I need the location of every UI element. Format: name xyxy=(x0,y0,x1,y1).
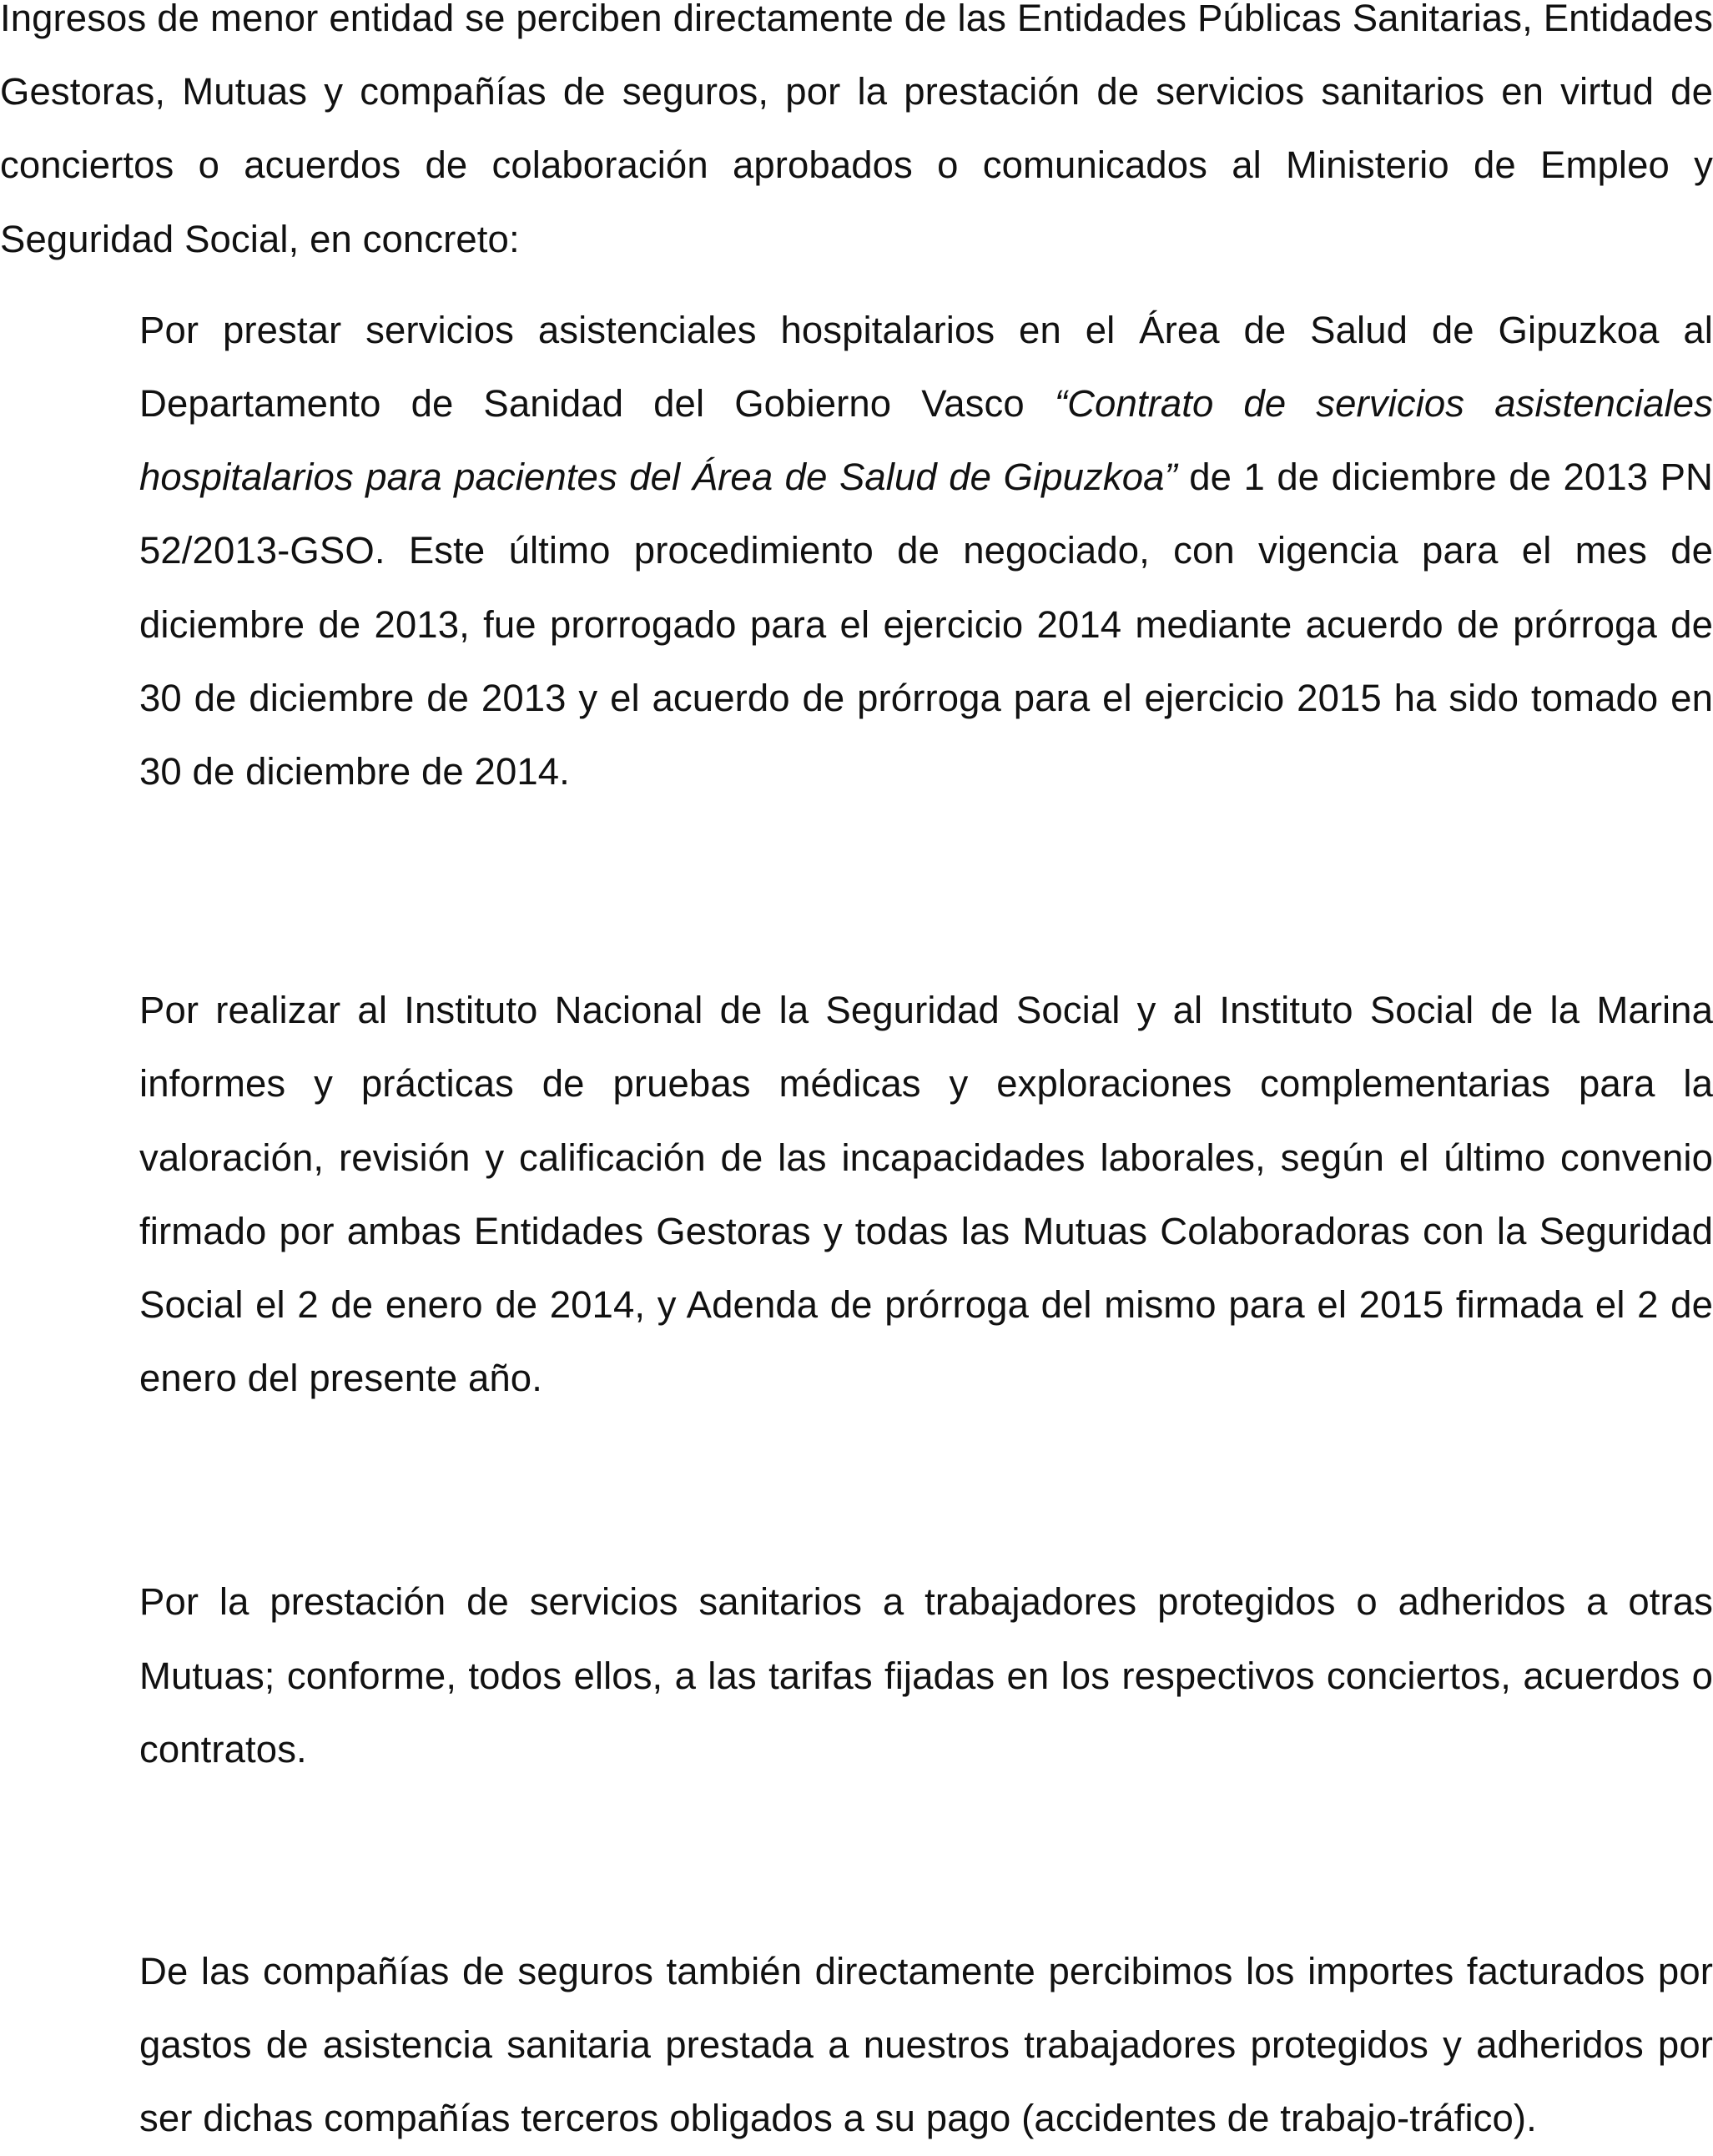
paragraph-inss-reports: Por realizar al Instituto Nacional de la Seguridad Social y al Instituto Social de la Marina informes y prácticas de pruebas médicas y exploraciones complementarias para la valoración, revisión y calificación de las incapacidades laborales, según el último convenio firmado por ambas Entidades Gestoras y todas las Mutuas Colaboradoras con la Seguridad Social el 2 de enero de 2014, y Adenda de prórroga del mismo para el 2015 firmada el 2 de enero del presente año. xyxy=(139,989,1713,1400)
paragraph-hospital-services-text-end: de 1 de diciembre de 2013 PN 52/2013-GSO. Este último procedimiento de negociado, con vigencia para el mes de diciembre de 2013, fue prorrogado para el ejercicio 2014 mediante acuerdo de prórroga de 30 de diciembre de 2013 y el acuerdo de prórroga para el ejercicio 2015 ha sido tomado en 30 de diciembre de 2014. xyxy=(139,456,1713,793)
spacer xyxy=(0,276,1713,294)
spacer xyxy=(0,1415,1713,1565)
paragraph-other-mutuas: Por la prestación de servicios sanitarios a trabajadores protegidos o adheridos a otras Mutuas; conforme, todos ellos, a las tarifas fijadas en los respectivos conciertos, acuerdos o contratos. xyxy=(139,1580,1713,1771)
spacer xyxy=(0,808,1713,974)
paragraph-insurance-companies: De las compañías de seguros también directamente percibimos los importes facturados por gastos de asistencia sanitaria prestada a nuestros trabajadores protegidos y adheridos por ser dichas compañías terceros obligados a su pago (accidentes de trabajo-tráfico). xyxy=(139,1950,1713,2140)
spacer xyxy=(0,1786,1713,1935)
paragraph-hospital-services-text: Por prestar servicios asistenciales hospitalarios en el Área de Salud de Gipuzkoa al Departamento de Sanidad del Gobierno Vasco xyxy=(139,308,1713,426)
paragraph-hospital-services xyxy=(139,294,1713,808)
contract-title: “Contrato de servicios asistenciales hospitalarios para pacientes del Área de Salud de Gipuzkoa” xyxy=(139,382,1713,499)
intro-paragraph: Ingresos de menor entidad se perciben directamente de las Entidades Públicas Sanitarias, Entidades Gestoras, Mutuas y compañías de seguros, por la prestación de servicios sanitarios en virtud de conciertos o acuerdos de colaboración aprobados o comunicados al Ministerio de Empleo y Seguridad Social, en concreto: xyxy=(0,0,1713,260)
